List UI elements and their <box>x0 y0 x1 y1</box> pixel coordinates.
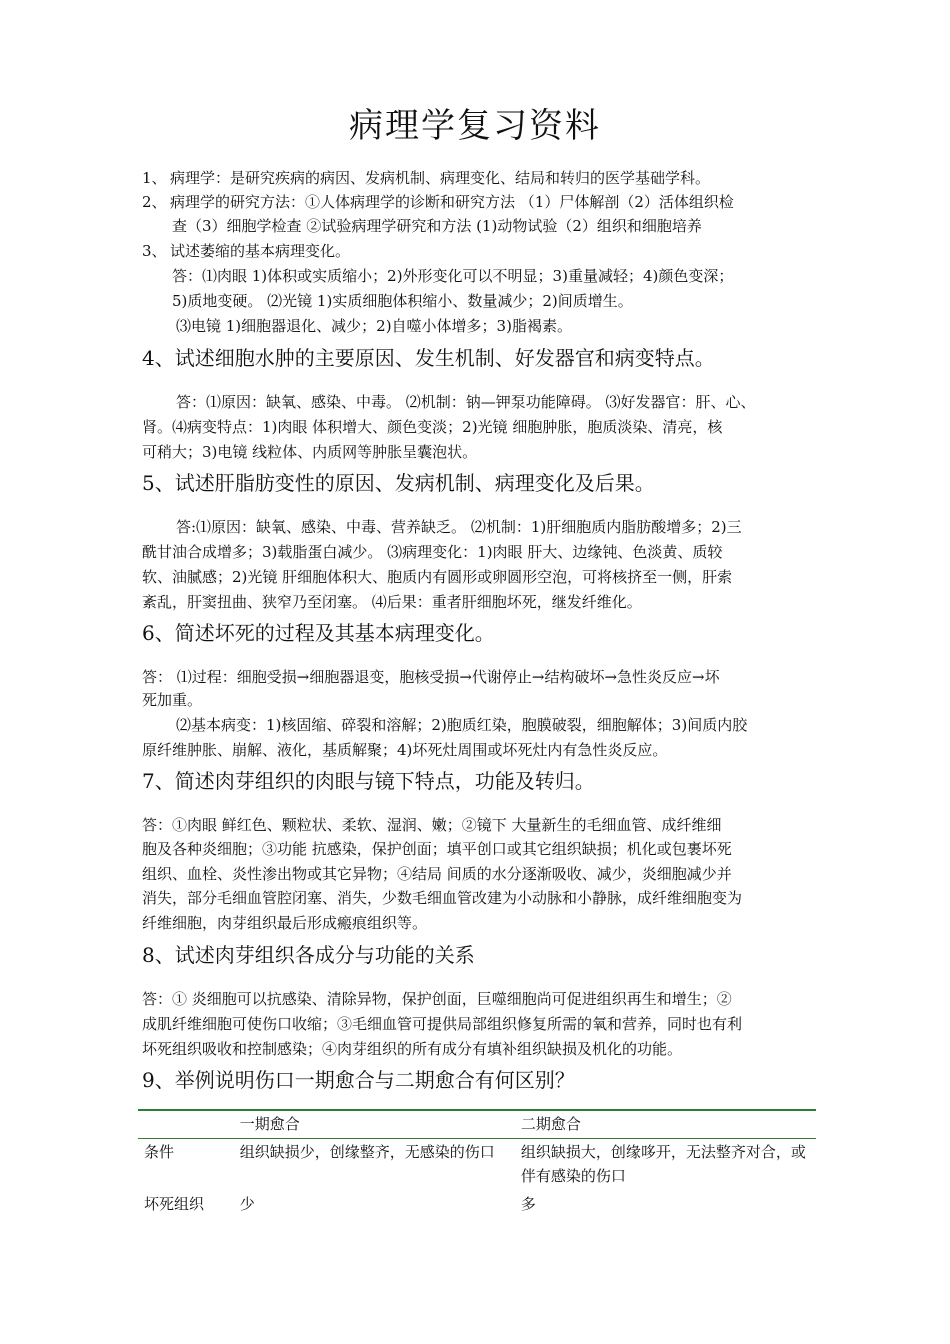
item-text: 病理学的研究方法：①人体病理学的诊断和研究方法 （1）尸体解剖（2）活体组织检 <box>170 193 734 211</box>
table-cell: 组织缺损少，创缘整齐，无感染的伤口 <box>239 1143 495 1161</box>
table-header-row <box>138 1110 816 1138</box>
answer-8-line: 坏死组织吸收和控制感染；④肉芽组织的所有成分有填补组织缺损及机化的功能。 <box>142 1040 683 1058</box>
answer-8-line: 答：① 炎细胞可以抗感染、清除异物，保护创面，巨噬细胞尚可促进组织再生和增生；② <box>142 990 732 1008</box>
item-3 <box>142 240 350 262</box>
answer-7-line: 胞及各种炎细胞；③功能 抗感染，保护创面；填平创口或其它组织缺损；机化或包裹坏死 <box>142 840 732 858</box>
answer-4-line: 可稍大；3)电镜 线粒体、内质网等肿胀呈囊泡状。 <box>142 443 478 461</box>
table-cell: 坏死组织 <box>144 1195 205 1213</box>
answer-4-line: 答：⑴原因：缺氧、感染、中毒。 ⑵机制：钠—钾泵功能障碍。 ⑶好发器官：肝、心、 <box>176 393 756 411</box>
answer-7-line: 消失，部分毛细血管腔闭塞、消失，少数毛细血管改建为小动脉和小静脉，成纤维细胞变为 <box>142 889 743 907</box>
table-header-cell: 二期愈合 <box>520 1115 581 1133</box>
answer-3-line: ⑶电镜 1)细胞器退化、减少；2)自噬小体增多；3)脂褐素。 <box>176 317 572 335</box>
heading-4: 4、试述细胞水肿的主要原因、发生机制、好发器官和病变特点。 <box>142 346 715 370</box>
answer-7-line: 纤维细胞，肉芽组织最后形成瘢痕组织等。 <box>142 914 428 932</box>
item-number: 3、 <box>142 242 167 260</box>
table-header-cell: 一期愈合 <box>239 1115 300 1133</box>
comparison-table <box>138 1110 816 1218</box>
item-2-cont: 查（3）细胞学检查 ②试验病理学研究和方法 (1)动物试验（2）组织和细胞培养 <box>172 217 702 235</box>
answer-6-line: 死加重。 <box>142 691 203 709</box>
heading-9: 9、举例说明伤口一期愈合与二期愈合有何区别？ <box>142 1068 575 1092</box>
page-title: 病理学复习资料 <box>349 106 601 146</box>
item-2 <box>142 191 734 213</box>
item-text: 试述萎缩的基本病理变化。 <box>170 242 351 260</box>
answer-3-line: 5)质地变硬。 ⑵光镜 1)实质细胞体积缩小、数量减少；2)间质增生。 <box>172 292 633 310</box>
item-number: 1、 <box>142 169 167 187</box>
item-number: 2、 <box>142 193 167 211</box>
item-text: 病理学：是研究疾病的病因、发病机制、病理变化、结局和转归的医学基础学科。 <box>170 169 711 187</box>
table-header-cell <box>138 1110 234 1138</box>
heading-5: 5、试述肝脂肪变性的原因、发病机制、病理变化及后果。 <box>142 471 655 495</box>
answer-6-line: ⑵基本病变：1)核固缩、碎裂和溶解；2)胞质红染，胞膜破裂，细胞解体；3)间质内胶 <box>176 716 748 734</box>
table-cell: 条件 <box>144 1143 175 1161</box>
answer-4-line: 肾。⑷病变特点：1)肉眼 体积增大、颜色变淡；2)光镜 细胞肿胀，胞质淡染、清亮，核 <box>142 418 723 436</box>
table-cell: 组织缺损大，创缘哆开，无法整齐对合，或伴有感染的伤口 <box>520 1143 806 1185</box>
answer-3-line: 答：⑴肉眼 1)体积或实质缩小；2)外形变化可以不明显；3)重量减轻；4)颜色变深； <box>172 267 734 285</box>
answer-5-line: 答:⑴原因：缺氧、感染、中毒、营养缺乏。 ⑵机制：1)肝细胞质内脂肪酸增多；2)三 <box>176 518 742 536</box>
table-row <box>138 1138 816 1190</box>
answer-6-line: 答： ⑴过程：细胞受损→细胞器退变，胞核受损→代谢停止→结构破坏→急性炎反应→坏 <box>142 668 720 686</box>
heading-8: 8、试述肉芽组织各成分与功能的关系 <box>142 943 475 967</box>
heading-7: 7、简述肉芽组织的肉眼与镜下特点，功能及转归。 <box>142 769 595 793</box>
answer-5-line: 软、油腻感；2)光镜 肝细胞体积大、胞质内有圆形或卵圆形空泡，可将核挤至一侧，肝索 <box>142 568 733 586</box>
answer-6-line: 原纤维肿胀、崩解、液化，基质解聚；4)坏死灶周围或坏死灶内有急性炎反应。 <box>142 741 668 759</box>
item-1 <box>142 167 710 189</box>
table-cell: 少 <box>239 1195 255 1213</box>
table-cell: 多 <box>520 1195 536 1213</box>
heading-6: 6、简述坏死的过程及其基本病理变化。 <box>142 621 495 645</box>
answer-8-line: 成肌纤维细胞可使伤口收缩；③毛细血管可提供局部组织修复所需的氧和营养，同时也有利 <box>142 1015 743 1033</box>
answer-7-line: 组织、血栓、炎性渗出物或其它异物；④结局 间质的水分逐渐吸收、减少，炎细胞减少并 <box>142 865 732 883</box>
answer-7-line: 答：①肉眼 鲜红色、颗粒状、柔软、湿润、嫩；②镜下 大量新生的毛细血管、成纤维细 <box>142 816 722 834</box>
table-row <box>138 1190 816 1218</box>
answer-5-line: 酰甘油合成增多；3)载脂蛋白减少。 ⑶病理变化：1)肉眼 肝大、边缘钝、色淡黄、质较 <box>142 543 723 561</box>
answer-5-line: 紊乱，肝窦扭曲、狭窄乃至闭塞。 ⑷后果：重者肝细胞坏死，继发纤维化。 <box>142 593 642 611</box>
